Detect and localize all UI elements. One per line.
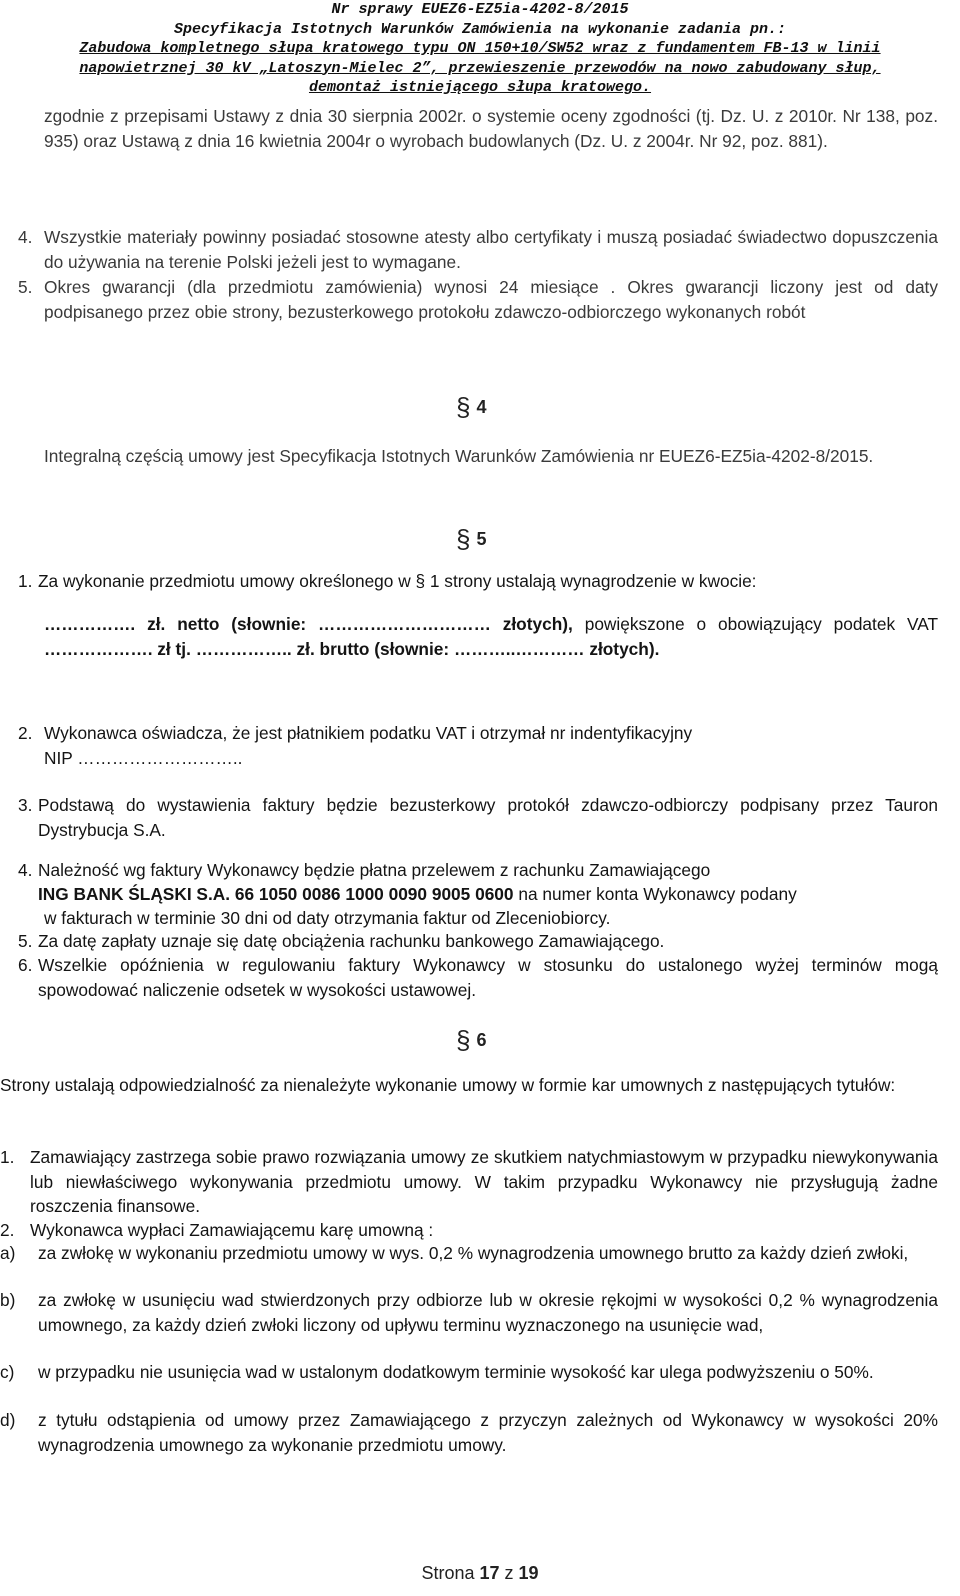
- page-total: 19: [518, 1563, 539, 1583]
- item-number: 4.: [18, 860, 33, 880]
- item-number: 3.: [18, 795, 33, 815]
- paragraph-4: Wszystkie materiały powinny posiadać stosowne atesty albo certyfikaty i muszą posiadać świadectwo dopuszczenia do używania na terenie Polski jeżeli jest to wymagane.: [44, 227, 938, 272]
- item-number: 2.: [18, 723, 33, 743]
- penalty-d: z tytułu odstąpienia od umowy przez Zamawiającego z przyczyn zależnych od Wykonawcy w wysokości 20% wynagrodzenia umownego za wykonanie przedmiotu umowy.: [38, 1410, 938, 1455]
- bank-account-note: na numer konta Wykonawcy podany: [513, 884, 797, 904]
- item-letter: c): [0, 1362, 15, 1382]
- amount-net: ……………. zł. netto (słownie: ………………………… złotych),: [44, 614, 573, 634]
- section-6-heading: [456, 1025, 486, 1056]
- document-header: [0, 0, 960, 98]
- termination-clause: Zamawiający zastrzega sobie prawo rozwiązania umowy ze skutkiem natychmiastowym w przypadku niewykonywania lub niewłaściwego wykonywania przedmiotu umowy. W takim przypadku Wykonawcy nie przysługują żadne roszczenia finansowe.: [30, 1147, 938, 1216]
- case-number: Nr sprawy EUEZ6-EZ5ia-4202-8/2015: [331, 1, 629, 18]
- item-number: 4.: [18, 227, 33, 247]
- penalty-a: za zwłokę w wykonaniu przedmiotu umowy w wys. 0,2 % wynagrodzenia umownego brutto za każdy dzień zwłoki,: [38, 1243, 909, 1263]
- task-name-line-2: napowietrznej 30 kV „Latoszyn-Mielec 2”, przewieszenie przewodów na nowo zabudowany słup,: [79, 59, 881, 77]
- item-letter: b): [0, 1290, 16, 1310]
- item-number: 1.: [0, 1147, 15, 1167]
- amount-vat-note: powiększone o obowiązujący podatek VAT: [572, 614, 939, 634]
- item-number: 5.: [18, 931, 33, 951]
- page-number: 17: [479, 1563, 500, 1583]
- intro-paragraph: zgodnie z przepisami Ustawy z dnia 30 sierpnia 2002r. o systemie oceny zgodności (tj. Dz. U. z 2010r. Nr 138, poz. 935) oraz Ustawą z dnia 16 kwietnia 2004r o wyrobach budowlanych (Dz. U. z 2004r. Nr 92, poz. 881).: [44, 106, 938, 151]
- page-footer: [0, 1563, 960, 1584]
- invoice-basis: Podstawą do wystawienia faktury będzie bezusterkowy protokół zdawczo-odbiorczy podpisany przez Tauron Dystrybucja S.A.: [38, 795, 938, 840]
- task-name-line-1: Zabudowa kompletnego słupa kratowego typu ON 150+10/SW52 wraz z fundamentem FB-13 w linii: [79, 40, 881, 57]
- section-4-text: Integralną częścią umowy jest Specyfikacja Istotnych Warunków Zamówienia nr EUEZ6-EZ5ia-4202-8/2015.: [44, 446, 874, 466]
- vat-statement: Wykonawca oświadcza, że jest płatnikiem podatku VAT i otrzymał nr indentyfikacyjny: [44, 723, 693, 743]
- section-4-heading: [456, 392, 486, 423]
- spec-title: Specyfikacja Istotnych Warunków Zamówienia na wykonanie zadania pn.:: [173, 20, 787, 38]
- item-letter: d): [0, 1410, 16, 1430]
- section-symbol: §: [456, 1025, 471, 1055]
- item-letter: a): [0, 1243, 16, 1263]
- item-number: 2.: [0, 1220, 15, 1240]
- bank-account-line: [38, 882, 938, 907]
- penalty-c: w przypadku nie usunięcia wad w ustalonym dodatkowym terminie wysokość kar ulega podwyższeniu o 50%.: [38, 1362, 874, 1382]
- section-symbol: §: [456, 524, 471, 554]
- task-name-line-3: demontaż istniejącego słupa kratowego.: [308, 79, 652, 96]
- paragraph-5: Okres gwarancji (dla przedmiotu zamówienia) wynosi 24 miesiące . Okres gwarancji liczony jest od daty podpisanego przez obie strony, bezusterkowego protokołu zdawczo-odbiorczego wykonanych robót: [44, 277, 938, 322]
- item-number: 6.: [18, 955, 33, 975]
- payment-clause: Za wykonanie przedmiotu umowy określonego w § 1 strony ustalają wynagrodzenie w kwocie:: [38, 571, 757, 591]
- payment-date-clause: Za datę zapłaty uznaje się datę obciążenia rachunku bankowego Zamawiającego.: [38, 931, 665, 951]
- section-number: 6: [476, 1030, 487, 1050]
- penalty-intro: Wykonawca wypłaci Zamawiającemu karę umowną :: [30, 1220, 434, 1240]
- page-of: z: [499, 1563, 519, 1583]
- bank-account: ING BANK ŚLĄSKI S.A. 66 1050 0086 1000 0090 9005 0600: [38, 884, 514, 904]
- amount-gross: ………………. zł tj. …………….. zł. brutto (słownie: ………..………… złotych).: [44, 638, 660, 659]
- item-number: 1.: [18, 571, 33, 591]
- item-number: 5.: [18, 277, 33, 297]
- section-number: 4: [476, 397, 487, 417]
- payment-transfer: Należność wg faktury Wykonawcy będzie płatna przelewem z rachunku Zamawiającego: [38, 860, 711, 880]
- section-5-heading: [456, 524, 486, 555]
- page-label: Strona: [421, 1563, 480, 1583]
- payment-amount: [44, 612, 938, 661]
- nip-field: NIP ………………………..: [44, 748, 243, 768]
- penalties-intro: Strony ustalają odpowiedzialność za nienależyte wykonanie umowy w formie kar umownych z następujących tytułów:: [0, 1075, 896, 1095]
- penalty-b: za zwłokę w usunięciu wad stwierdzonych przy odbiorze lub w okresie rękojmi w wysokości 0,2 % wynagrodzenia umownego, za każdy dzień zwłoki liczony od upływu terminu wyznaczonego na usunięcie wad,: [38, 1290, 938, 1335]
- section-symbol: §: [456, 392, 471, 422]
- section-number: 5: [476, 529, 487, 549]
- invoice-term: w fakturach w terminie 30 dni od daty otrzymania faktur od Zleceniobiorcy.: [44, 908, 611, 928]
- late-payment-clause: Wszelkie opóźnienia w regulowaniu faktury Wykonawcy w stosunku do ustalonego wyżej terminów mogą spowodować naliczenie odsetek w wysokości ustawowej.: [38, 955, 938, 1000]
